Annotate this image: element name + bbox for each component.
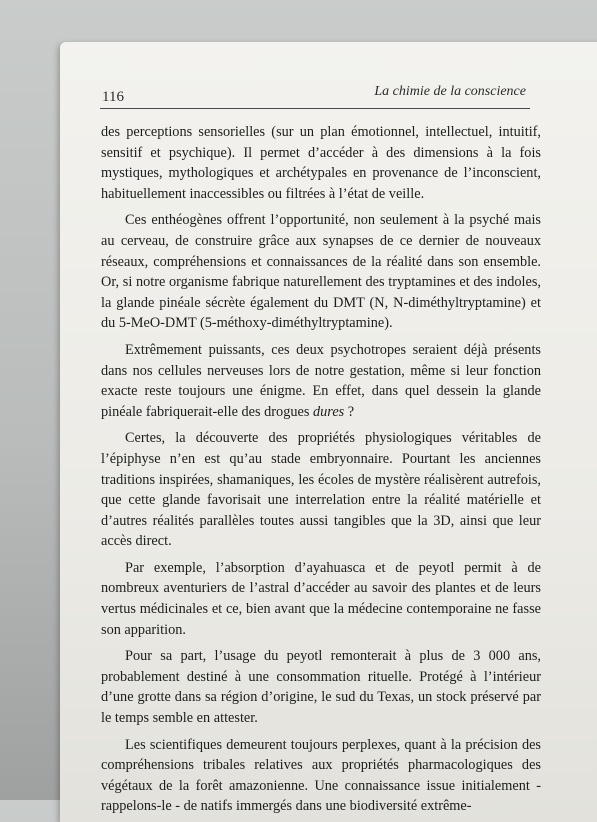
paragraph-3-text: Extrêmement puissants, ces deux psychotropes seraient déjà présents dans nos cellules nerveuses lors de notre gestation, même si leur fonction exacte reste toujours une énigme. En effet, dans quel dessein la glande pinéale fabriquerait-elle des drogues xyxy=(101,341,541,420)
page-header xyxy=(100,84,530,109)
paragraph-2: Ces enthéogènes offrent l’opportunité, non seulement à la psyché mais au cerveau, de construire grâce aux synapses de ce dernier de nouveaux réseaux, compréhensions et connaissances de la réalité dans son ensemble. Or, si notre organisme fabrique naturellement des tryptamines et des indoles, la glande pinéale sécrète également du DMT (N, N-diméthyltryptamine) et du 5-MeO-DMT (5-méthoxy-diméthyltryptamine). xyxy=(101,212,541,332)
paragraph-4: Certes, la découverte des propriétés physiologiques véritables de l’épiphyse n’en est qu’au stade embryonnaire. Pourtant les anciennes traditions inspirées, shamaniques, les écoles de mystère réalisèrent autrefois, que cette glande favorisait une interrelation entre la réalité matérielle et d’autres réalités parallèles toutes aussi tangibles que la 3D, ainsi que leur accès direct. xyxy=(101,430,541,550)
paragraph-3-end: ? xyxy=(344,403,355,420)
emphasis-dures: dures xyxy=(312,403,345,420)
running-title: La chimie de la conscience xyxy=(374,84,526,99)
page-number: 116 xyxy=(102,89,124,105)
paragraph-6: Pour sa part, l’usage du peyotl remonterait à plus de 3 000 ans, probablement destiné à une consommation rituelle. Protégé à l’intérieur d’une grotte dans sa région d’origine, le sud du Texas, un stock préservé par le temps semble en attester. xyxy=(101,648,541,727)
paragraph-5: Par exemple, l’absorption d’ayahuasca et de peyotl permit à de nombreux aventuriers de l’astral d’accéder au savoir des plantes et de leurs vertus médicinales et ce, bien avant que la médecine contemporaine ne fasse son apparition. xyxy=(101,559,541,638)
paragraph-3 xyxy=(101,340,541,422)
paragraph-1: des perceptions sensorielles (sur un plan émotionnel, intellectuel, intuitif, sensitif et psychique). Il permet d’accéder à des dimensions à la fois mystiques, mythologiques et archétypales en provenance de l’inconscient, habituellement inaccessibles ou filtrées à l’état de veille. xyxy=(101,124,541,202)
body-text xyxy=(101,122,541,817)
paragraph-7: Les scientifiques demeurent toujours perplexes, quant à la précision des compréhensions tribales relatives aux propriétés pharmacologiques des végétaux de la forêt amazonienne. Une connaissance issue initialement - rappelons-le - de natifs immergés dans une biodiversité extrême- xyxy=(101,736,541,815)
